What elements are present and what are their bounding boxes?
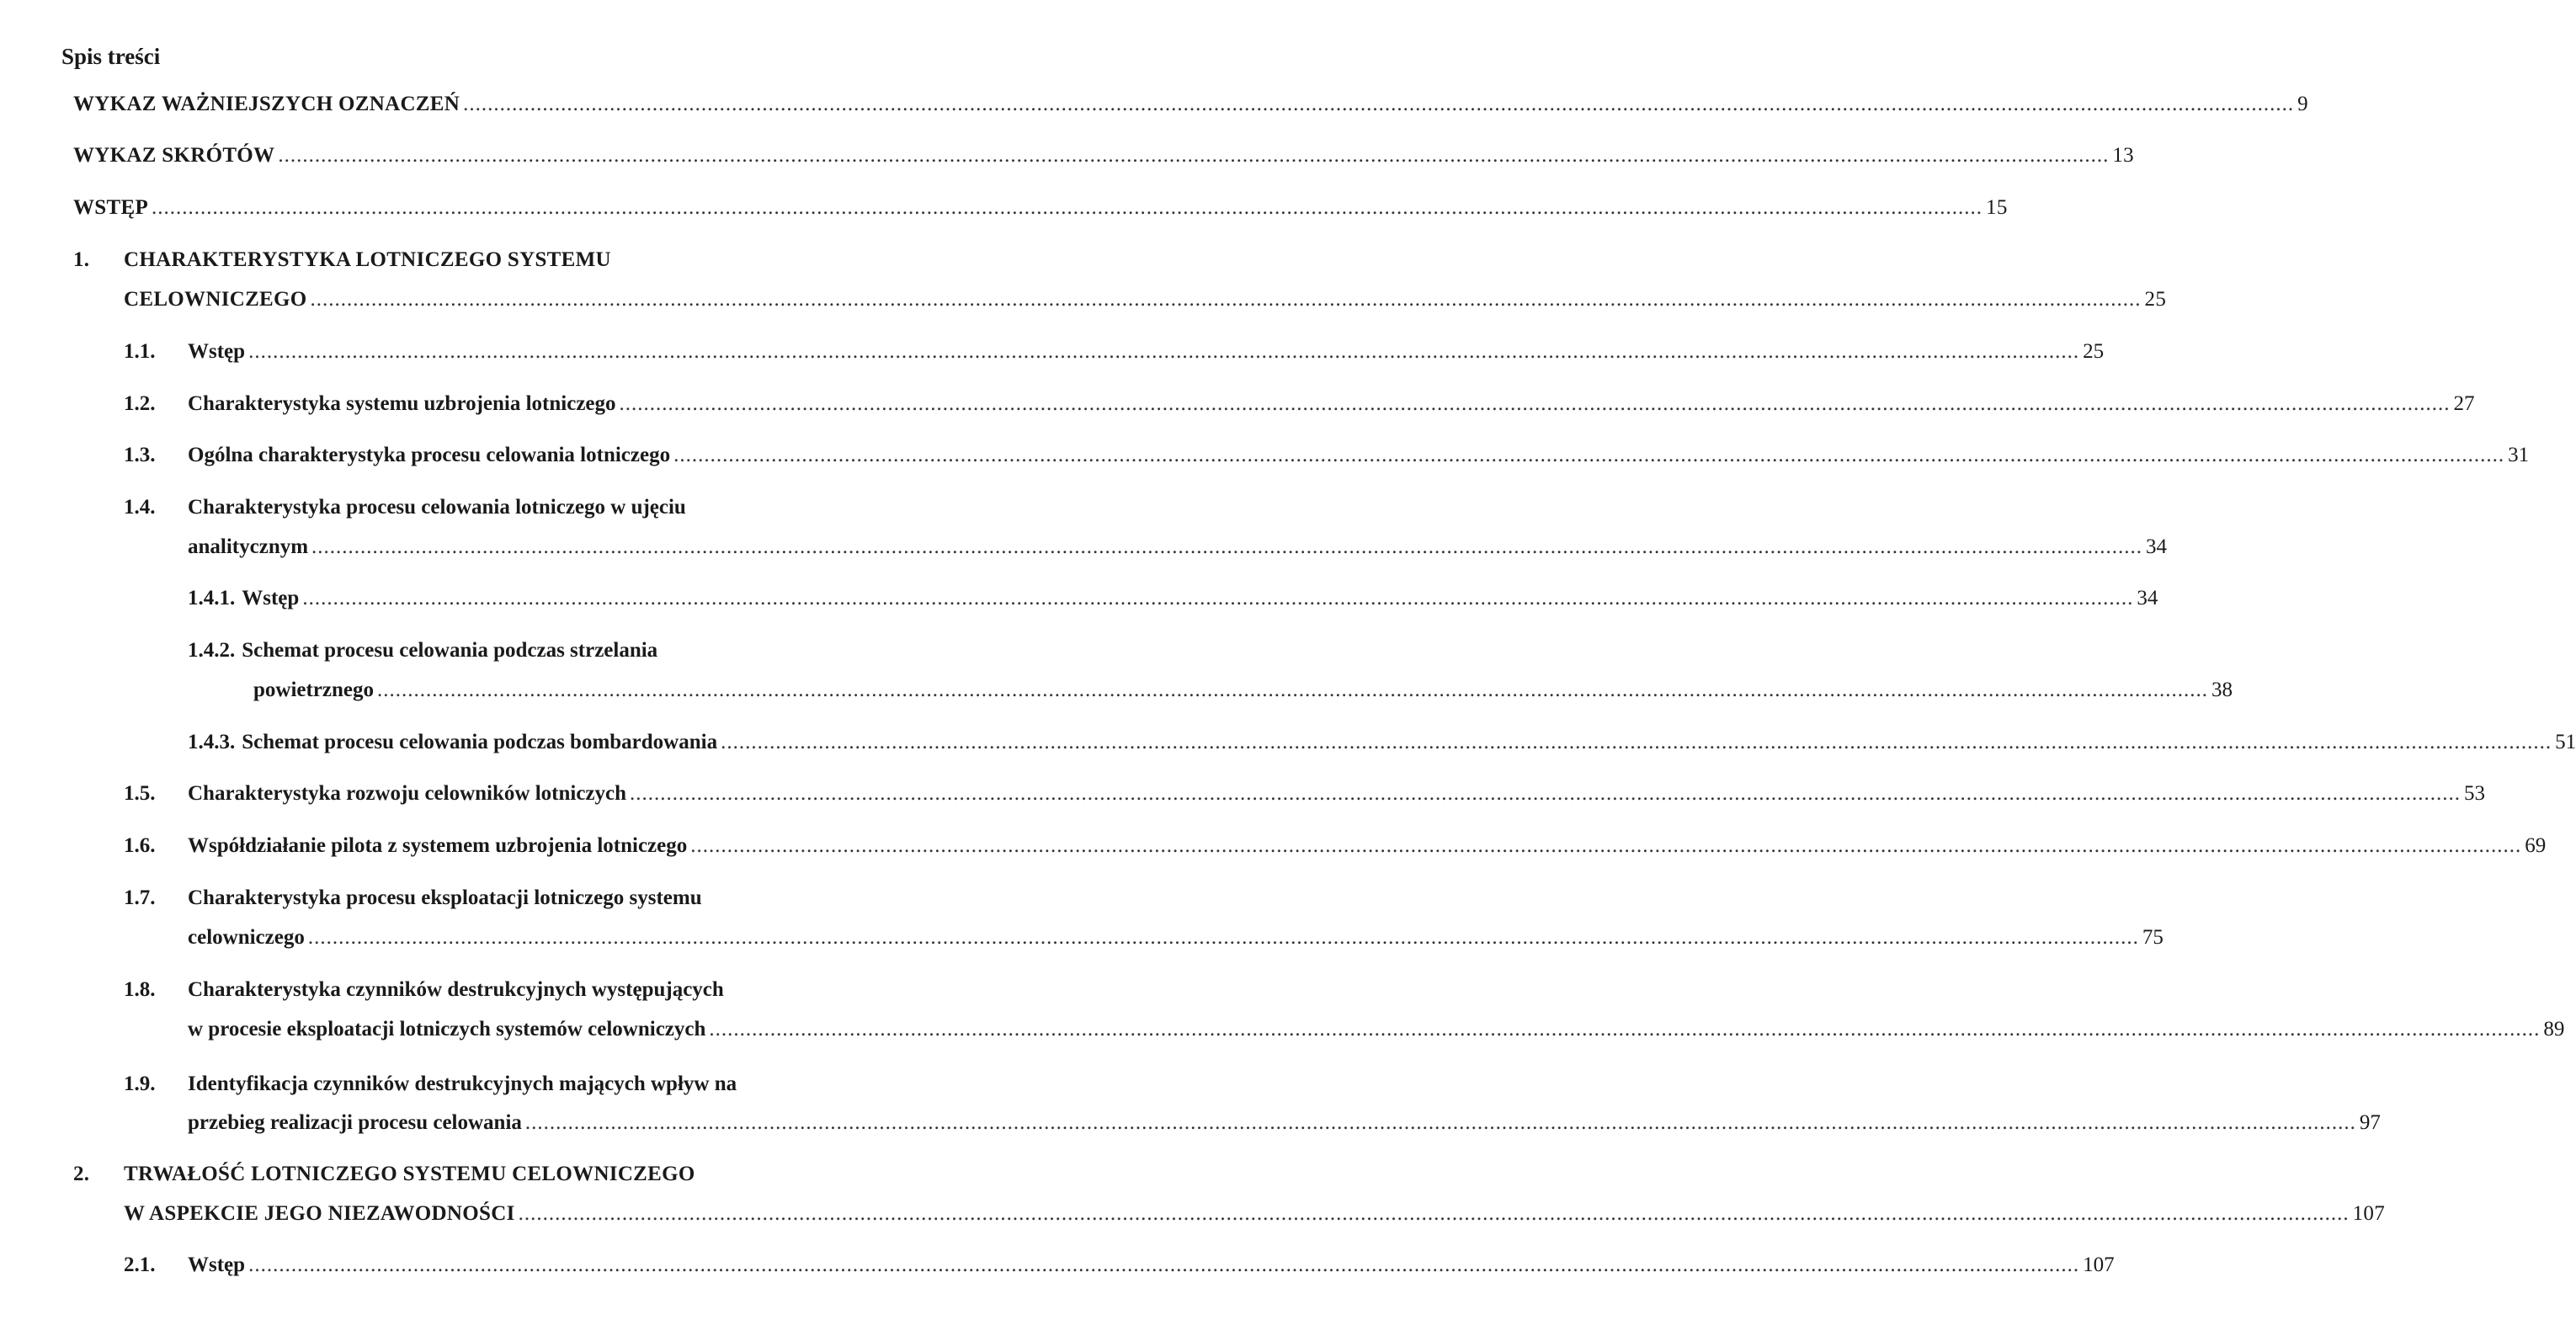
toc-entry-title: powietrznego bbox=[253, 679, 375, 701]
dot-leader: ............................................................................................................................................................................................................................................................................................................ bbox=[630, 782, 2462, 805]
dot-leader: ............................................................................................................................................................................................................................................................................................................ bbox=[690, 834, 2522, 857]
toc-entry-number: 2. bbox=[73, 1163, 90, 1185]
toc-entry-title: Charakterystyka czynników destrukcyjnych występujących bbox=[188, 978, 724, 1001]
toc-entry-title: Charakterystyka procesu eksploatacji lotniczego systemu bbox=[188, 886, 702, 909]
toc-page-number: 53 bbox=[2464, 782, 2486, 805]
dot-leader: ............................................................................................................................................................................................................................................................................................................ bbox=[278, 144, 2110, 167]
toc-entry-line bbox=[188, 926, 2164, 960]
dot-leader: ............................................................................................................................................................................................................................................................................................................ bbox=[463, 93, 2295, 115]
toc-entry-number: 1.5. bbox=[124, 782, 156, 805]
toc-entry-line bbox=[188, 639, 843, 673]
toc-entry-line bbox=[124, 978, 843, 1012]
toc-entry-number: 1.6. bbox=[124, 834, 156, 857]
toc-entry-number: 1.2. bbox=[124, 392, 156, 415]
dot-leader: ............................................................................................................................................................................................................................................................................................................ bbox=[311, 535, 2143, 558]
toc-entry-title: przebieg realizacji procesu celowania bbox=[188, 1111, 522, 1134]
page-title: Spis treści bbox=[61, 44, 161, 69]
toc-page-number: 38 bbox=[2211, 679, 2233, 701]
toc-entry-title: WYKAZ SKRÓTÓW bbox=[73, 144, 275, 167]
toc-entry-number: 1.9. bbox=[124, 1073, 156, 1095]
toc-entry-number: 1.7. bbox=[124, 886, 156, 909]
toc-entry-line bbox=[124, 782, 2486, 816]
dot-leader: ............................................................................................................................................................................................................................................................................................................ bbox=[524, 1111, 2356, 1134]
toc-entry-line bbox=[124, 1253, 2115, 1287]
toc-entry-title: Charakterystyka procesu celowania lotniczego w ujęciu bbox=[188, 496, 686, 519]
toc-entry-title: Wstęp bbox=[242, 587, 300, 609]
dot-leader: ............................................................................................................................................................................................................................................................................................................ bbox=[673, 444, 2505, 466]
toc-page-number: 9 bbox=[2297, 93, 2308, 115]
toc-entry-title: Schemat procesu celowania podczas bombardowania bbox=[242, 731, 718, 753]
toc-entry-title: Charakterystyka rozwoju celowników lotniczych bbox=[188, 782, 627, 805]
toc-entry-line bbox=[188, 731, 2576, 764]
dot-leader: ............................................................................................................................................................................................................................................................................................................ bbox=[152, 196, 1983, 219]
toc-entry-line bbox=[124, 834, 2547, 868]
dot-leader: ............................................................................................................................................................................................................................................................................................................ bbox=[302, 587, 2134, 609]
toc-page-number: 89 bbox=[2543, 1018, 2565, 1041]
toc-entry-line bbox=[73, 1163, 855, 1196]
toc-page-number: 107 bbox=[2352, 1202, 2386, 1225]
toc-page-number: 15 bbox=[1986, 196, 2008, 219]
toc-entry-line bbox=[124, 392, 2475, 426]
toc-page-number: 13 bbox=[2112, 144, 2134, 167]
toc-entry-number: 1.4.3. bbox=[188, 731, 236, 753]
toc-page-number: 31 bbox=[2508, 444, 2530, 466]
toc-page-number: 27 bbox=[2453, 392, 2475, 415]
toc-entry-title: WYKAZ WAŻNIEJSZYCH OZNACZEŃ bbox=[73, 93, 460, 115]
toc-entry-number: 2.1. bbox=[124, 1253, 156, 1276]
dot-leader: ............................................................................................................................................................................................................................................................................................................ bbox=[377, 679, 2209, 701]
toc-entry-title: Identyfikacja czynników destrukcyjnych mających wpływ na bbox=[188, 1073, 737, 1095]
dot-leader: ............................................................................................................................................................................................................................................................................................................ bbox=[248, 1253, 2080, 1276]
toc-entry-line bbox=[253, 679, 2233, 712]
toc-page-number: 97 bbox=[2359, 1111, 2381, 1134]
toc-entry-line bbox=[124, 886, 843, 920]
toc-entry-title: W ASPEKCIE JEGO NIEZAWODNOŚCI bbox=[124, 1202, 515, 1225]
toc-entry-line bbox=[73, 93, 2308, 126]
toc-entry-title: WSTĘP bbox=[73, 196, 149, 219]
toc-page-number: 51 bbox=[2555, 731, 2576, 753]
toc-entry-title: Wstęp bbox=[188, 1253, 246, 1276]
toc-entry-number: 1.4.2. bbox=[188, 639, 236, 662]
dot-leader: ............................................................................................................................................................................................................................................................................................................ bbox=[721, 731, 2552, 753]
toc-entry-number: 1.8. bbox=[124, 978, 156, 1001]
toc-entry-line bbox=[124, 1073, 843, 1106]
toc-entry-line bbox=[188, 587, 2158, 620]
toc-entry-title: Schemat procesu celowania podczas strzelania bbox=[242, 639, 658, 662]
toc-entry-line bbox=[124, 444, 2530, 477]
toc-entry-line bbox=[73, 196, 2008, 230]
dot-leader: ............................................................................................................................................................................................................................................................................................................ bbox=[307, 926, 2139, 949]
toc-entry-title: analitycznym bbox=[188, 535, 309, 558]
toc-entry-number: 1.1. bbox=[124, 340, 156, 363]
toc-entry-title: w procesie eksploatacji lotniczych systemów celowniczych bbox=[188, 1018, 706, 1041]
toc-entry-line bbox=[124, 496, 843, 530]
toc-entry-line bbox=[124, 340, 2105, 374]
toc-entry-number: 1. bbox=[73, 248, 90, 271]
toc-page-number: 107 bbox=[2083, 1253, 2115, 1276]
toc-page-number: 34 bbox=[2146, 535, 2168, 558]
toc-page-number: 25 bbox=[2144, 288, 2167, 311]
toc-entry-line bbox=[188, 1111, 2381, 1145]
dot-leader: ............................................................................................................................................................................................................................................................................................................ bbox=[619, 392, 2451, 415]
toc-entry-line bbox=[188, 535, 2168, 569]
toc-entry-line bbox=[124, 288, 2167, 322]
toc-entry-title: Charakterystyka systemu uzbrojenia lotniczego bbox=[188, 392, 616, 415]
dot-leader: ............................................................................................................................................................................................................................................................................................................ bbox=[518, 1202, 2350, 1225]
toc-entry-line bbox=[73, 144, 2134, 178]
toc-entry-title: celowniczego bbox=[188, 926, 305, 949]
toc-entry-title: Wstęp bbox=[188, 340, 246, 363]
toc-page-number: 25 bbox=[2083, 340, 2105, 363]
dot-leader: ............................................................................................................................................................................................................................................................................................................ bbox=[310, 288, 2142, 311]
toc-entry-number: 1.4.1. bbox=[188, 587, 236, 609]
toc-entry-number: 1.4. bbox=[124, 496, 156, 519]
toc-entry-line bbox=[73, 248, 843, 282]
toc-entry-line bbox=[124, 1202, 2386, 1236]
toc-entry-title: CHARAKTERYSTYKA LOTNICZEGO SYSTEMU bbox=[124, 248, 611, 271]
dot-leader: ............................................................................................................................................................................................................................................................................................................ bbox=[248, 340, 2080, 363]
dot-leader: ............................................................................................................................................................................................................................................................................................................ bbox=[709, 1018, 2541, 1041]
toc-page-number: 34 bbox=[2137, 587, 2158, 609]
toc-page-number: 75 bbox=[2142, 926, 2164, 949]
toc-entry-title: Współdziałanie pilota z systemem uzbrojenia lotniczego bbox=[188, 834, 688, 857]
toc-entry-title: TRWAŁOŚĆ LOTNICZEGO SYSTEMU CELOWNICZEGO bbox=[124, 1163, 695, 1185]
toc-entry-title: CELOWNICZEGO bbox=[124, 288, 307, 311]
toc-entry-number: 1.3. bbox=[124, 444, 156, 466]
toc-page-number: 69 bbox=[2525, 834, 2547, 857]
toc-entry-line bbox=[188, 1018, 2565, 1051]
toc-entry-title: Ogólna charakterystyka procesu celowania lotniczego bbox=[188, 444, 671, 466]
